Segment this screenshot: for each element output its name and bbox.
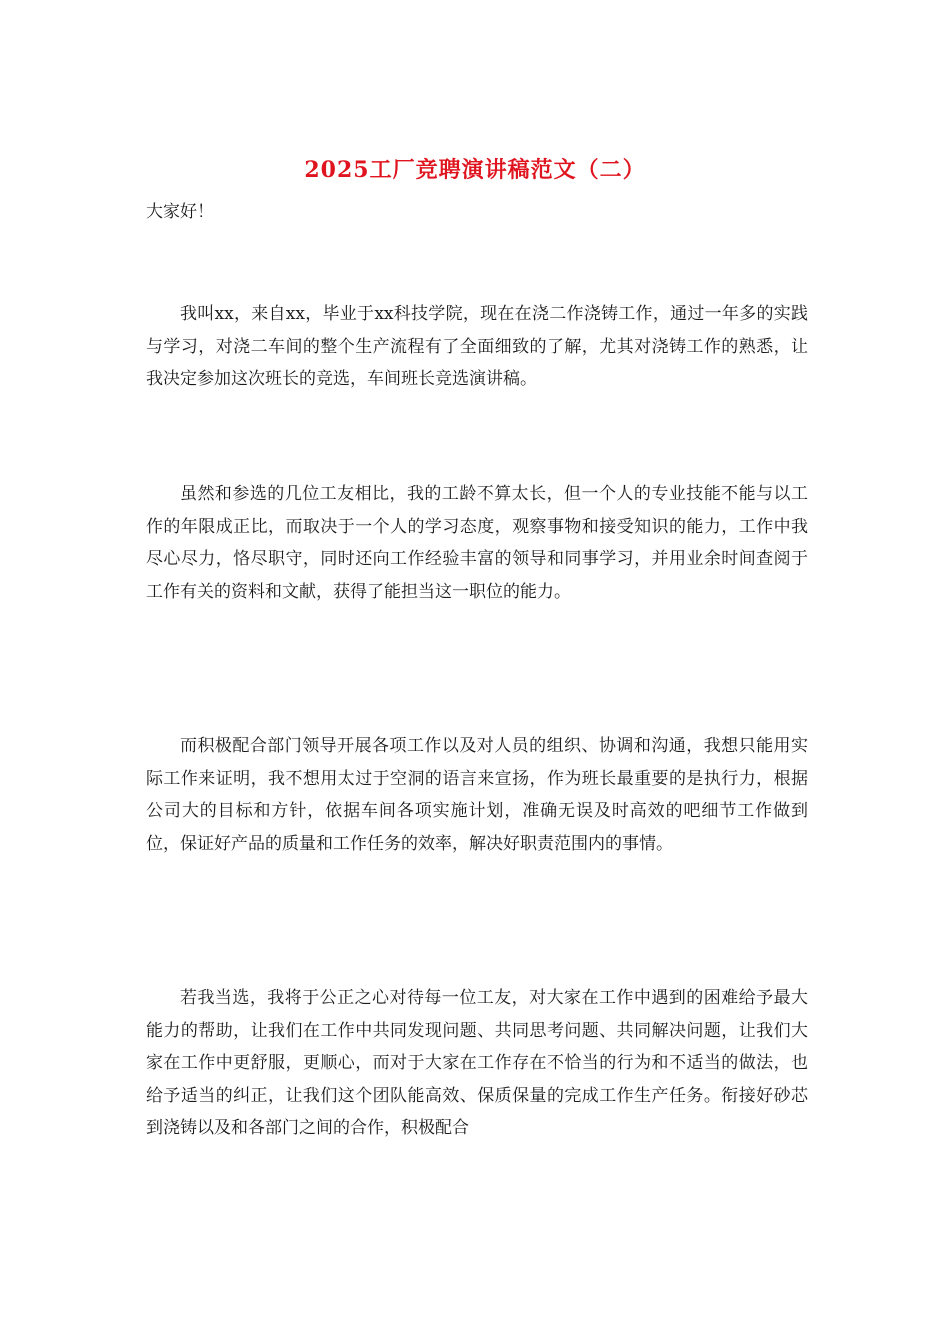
paragraph-2: 虽然和参选的几位工友相比，我的工龄不算太长，但一个人的专业技能不能与以工作的年限成正比，而取决于一个人的学习态度，观察事物和接受知识的能力，工作中我尽心尽力，恪尽职守，同时还向工作经验丰富的领导和同事学习，并用业余时间查阅于工作有关的资料和文献，获得了能担当这一职位的能力。 [146,484,808,602]
document-title: 2025工厂竞聘演讲稿范文（二） [304,157,646,183]
paragraph-4: 若我当选，我将于公正之心对待每一位工友，对大家在工作中遇到的困难给予最大能力的帮助，让我们在工作中共同发现问题、共同思考问题、共同解决问题，让我们大家在工作中更舒服，更顺心，而对于大家在工作存在不恰当的行为和不适当的做法，也给予适当的纠正，让我们这个团队能高效、保质保量的完成工作生产任务。衔接好砂芯到浇铸以及和各部门之间的合作，积极配合 [146,988,808,1138]
greeting-text: 大家好！ [146,202,214,222]
paragraph-3: 而积极配合部门领导开展各项工作以及对人员的组织、协调和沟通，我想只能用实际工作来证明，我不想用太过于空洞的语言来宣扬，作为班长最重要的是执行力，根据公司大的目标和方针，依据车间各项实施计划，准确无误及时高效的吧细节工作做到位，保证好产品的质量和工作任务的效率，解决好职责范围内的事情。 [146,736,808,854]
paragraph-1: 我叫xx，来自xx，毕业于xx科技学院，现在在浇二作浇铸工作，通过一年多的实践与学习，对浇二车间的整个生产流程有了全面细致的了解，尤其对浇铸工作的熟悉，让我决定参加这次班长的竞选，车间班长竞选演讲稿。 [146,304,808,389]
